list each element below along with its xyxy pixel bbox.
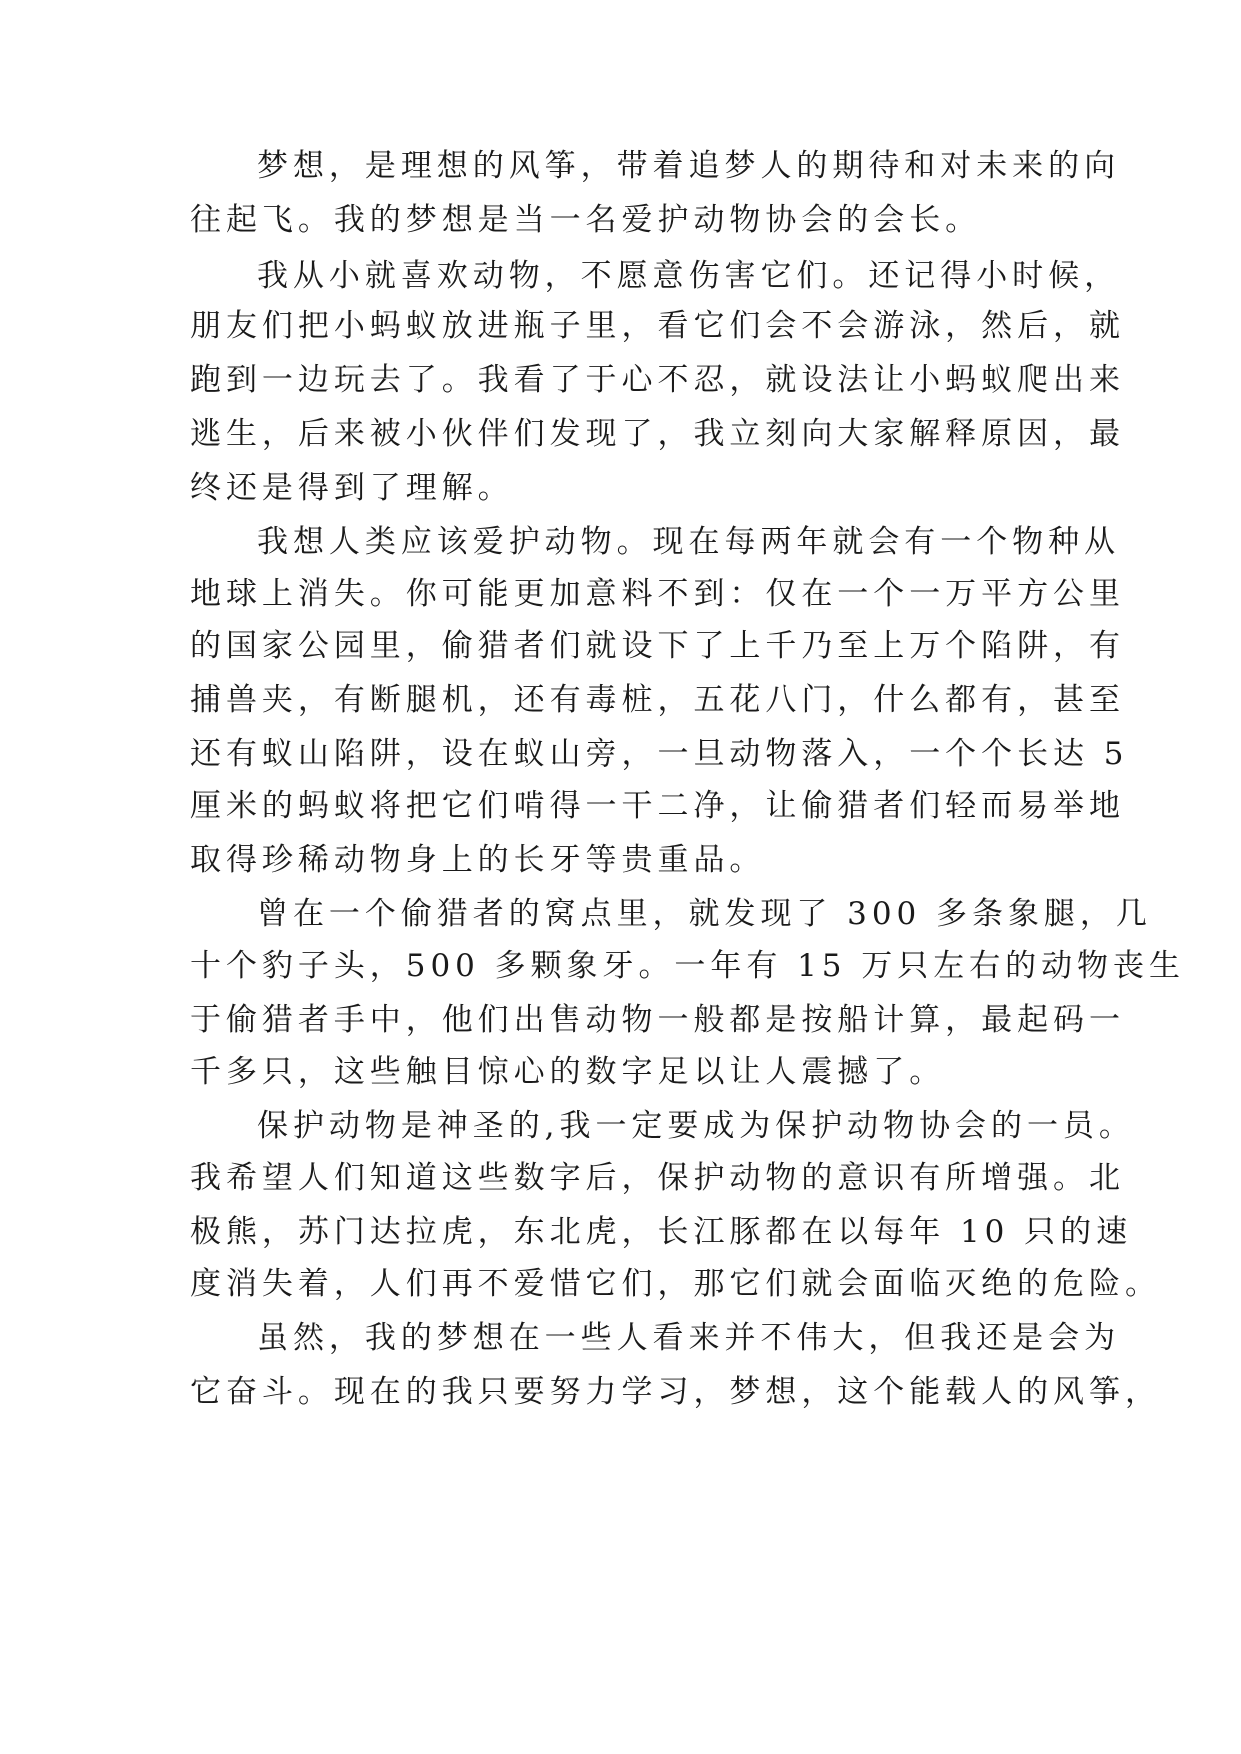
text-line: 终还是得到了理解。 xyxy=(190,470,514,506)
text-line: 跑到一边玩去了。我看了于心不忍，就设法让小蚂蚁爬出来 xyxy=(190,362,1125,398)
text-line: 还有蚁山陷阱，设在蚁山旁，一旦动物落入，一个个长达 5 xyxy=(190,736,1129,772)
text-line: 捕兽夹，有断腿机，还有毒桩，五花八门，什么都有，甚至 xyxy=(190,682,1125,718)
text-line: 我希望人们知道这些数字后，保护动物的意识有所增强。北 xyxy=(190,1160,1125,1196)
text-line: 厘米的蚂蚁将把它们啃得一干二净，让偷猎者们轻而易举地 xyxy=(190,788,1125,824)
text-line: 我从小就喜欢动物，不愿意伤害它们。还记得小时候， xyxy=(257,258,1121,294)
text-line: 千多只，这些触目惊心的数字足以让人震撼了。 xyxy=(190,1054,946,1090)
text-line: 度消失着，人们再不爱惜它们，那它们就会面临灭绝的危险。 xyxy=(190,1266,1161,1302)
text-line: 曾在一个偷猎者的窝点里，就发现了 300 多条象腿，几 xyxy=(257,896,1152,932)
text-line: 逃生，后来被小伙伴们发现了，我立刻向大家解释原因，最 xyxy=(190,416,1125,452)
text-line: 地球上消失。你可能更加意料不到：仅在一个一万平方公里 xyxy=(190,576,1125,612)
text-line: 的国家公园里，偷猎者们就设下了上千乃至上万个陷阱，有 xyxy=(190,628,1125,664)
text-line: 于偷猎者手中，他们出售动物一般都是按船计算，最起码一 xyxy=(190,1002,1125,1038)
text-line: 它奋斗。现在的我只要努力学习，梦想，这个能载人的风筝， xyxy=(190,1374,1161,1410)
text-line: 梦想，是理想的风筝，带着追梦人的期待和对未来的向 xyxy=(257,148,1121,184)
text-line: 极熊，苏门达拉虎，东北虎，长江豚都在以每年 10 只的速 xyxy=(190,1214,1133,1250)
text-line: 朋友们把小蚂蚁放进瓶子里，看它们会不会游泳，然后，就 xyxy=(190,308,1125,344)
text-line: 十个豹子头，500 多颗象牙。一年有 15 万只左右的动物丧生 xyxy=(190,948,1185,984)
text-line: 虽然，我的梦想在一些人看来并不伟大，但我还是会为 xyxy=(257,1320,1121,1356)
text-line: 保护动物是神圣的,我一定要成为保护动物协会的一员。 xyxy=(257,1108,1135,1144)
text-line: 取得珍稀动物身上的长牙等贵重品。 xyxy=(190,842,766,878)
text-line: 往起飞。我的梦想是当一名爱护动物协会的会长。 xyxy=(190,202,982,238)
text-line: 我想人类应该爱护动物。现在每两年就会有一个物种从 xyxy=(257,524,1121,560)
